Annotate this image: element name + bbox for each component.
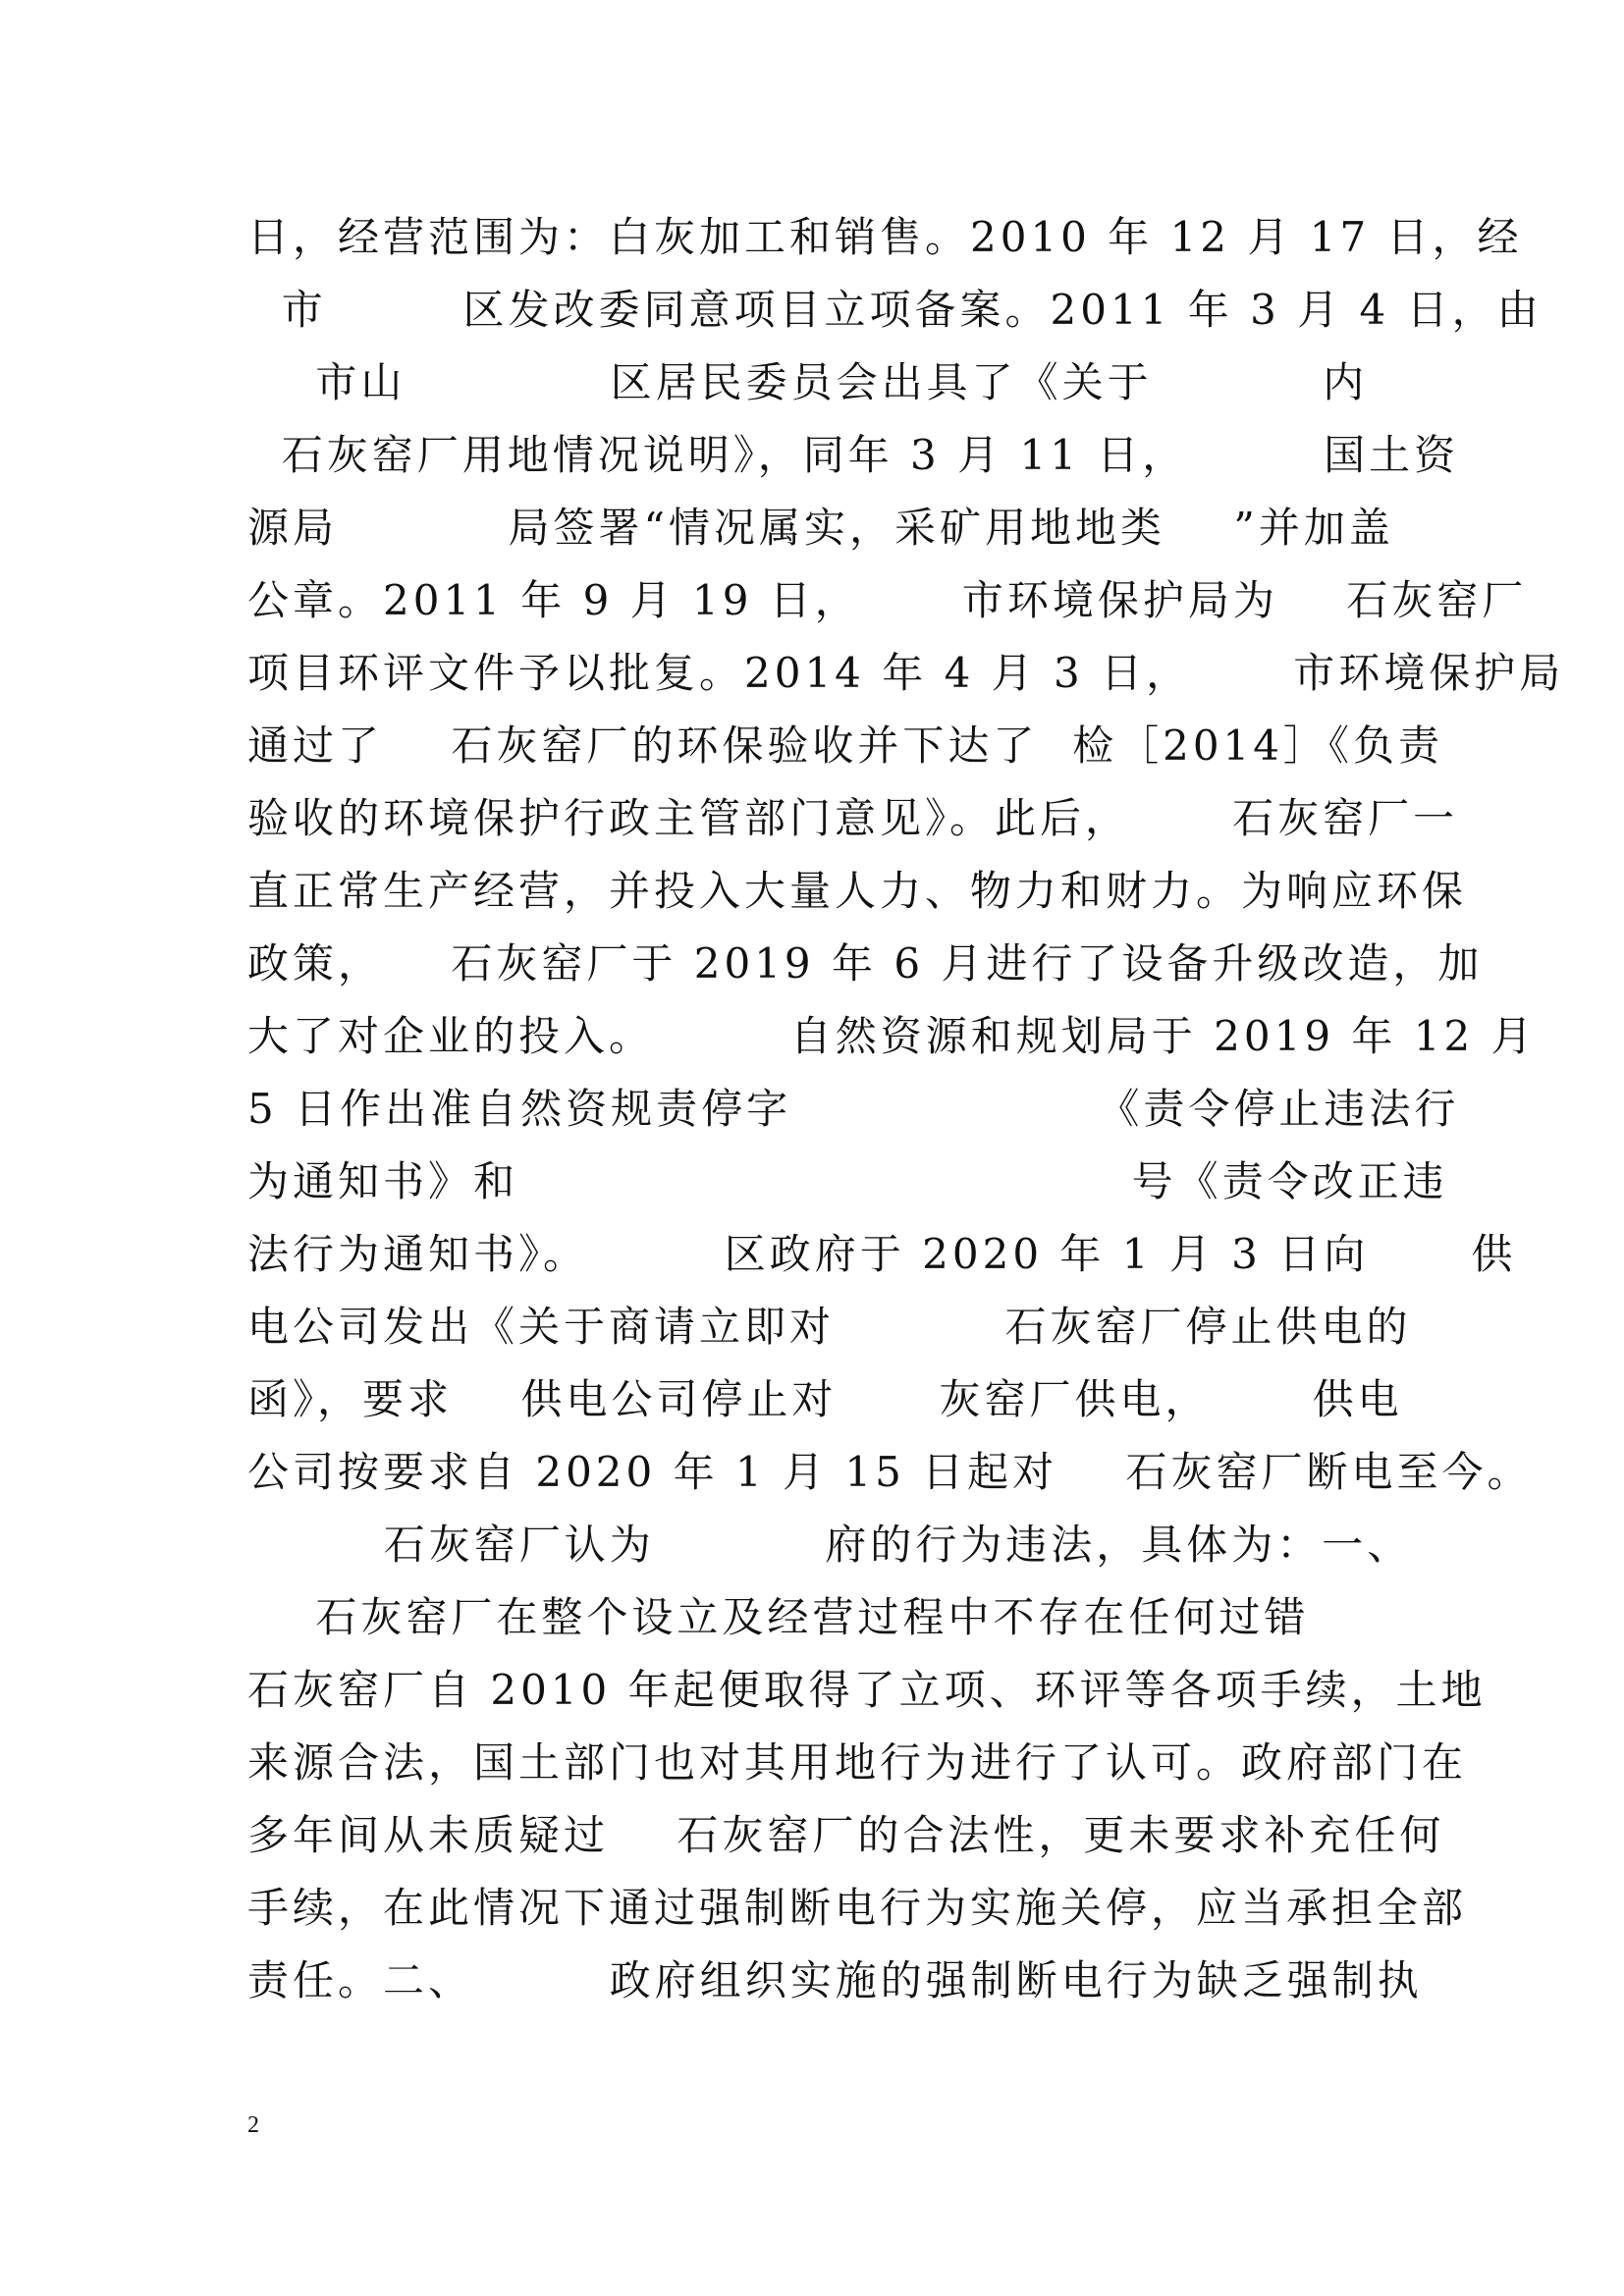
text-line: 法行为通知书》。 区政府于 2020 年 1 月 3 日向 供 bbox=[247, 1230, 1517, 1278]
text-line: 验收的环境保护行政主管部门意见》。此后， 石灰窑厂一 bbox=[247, 794, 1459, 842]
text-line: 公章。2011 年 9 月 19 日， 市环境保护局为 石灰窑厂 bbox=[247, 576, 1528, 624]
text-line: 来源合法，国土部门也对其用地行为进行了认可。政府部门在 bbox=[247, 1738, 1468, 1787]
text-line: 石灰窑厂自 2010 年起便取得了立项、环评等各项手续，土地 bbox=[247, 1666, 1487, 1714]
text-line: 公司按要求自 2020 年 1 月 15 日起对 石灰窑厂断电至今。 bbox=[247, 1448, 1533, 1496]
text-line: 为通知书》和 号《责令改正违 bbox=[247, 1157, 1448, 1205]
text-line: 市 区发改委同意项目立项备案。2011 年 3 月 4 日，由 bbox=[247, 286, 1543, 334]
text-line: 项目环评文件予以批复。2014 年 4 月 3 日， 市环境保护局 bbox=[247, 649, 1565, 697]
text-line: 手续，在此情况下通过强制断电行为实施关停，应当承担全部 bbox=[247, 1884, 1468, 1932]
text-line: 源局 局签署“情况属实，采矿用地地类 ”并加盖 bbox=[247, 504, 1394, 552]
text-line: 通过了 石灰窑厂的环保验收并下达了 检［2014］《负责 bbox=[247, 721, 1443, 770]
text-line: 石灰窑厂认为 府的行为违法，具体为：一、 bbox=[247, 1521, 1413, 1569]
text-line: 大了对企业的投入。 自然资源和规划局于 2019 年 12 月 bbox=[247, 1012, 1537, 1060]
text-line: 石灰窑厂用地情况说明》，同年 3 月 11 日， 国土资 bbox=[247, 431, 1460, 479]
text-line: 电公司发出《关于商请立即对 石灰窑厂停止供电的 bbox=[247, 1303, 1412, 1351]
text-line: 5 日作出准自然资规责停字 《责令停止违法行 bbox=[247, 1085, 1460, 1133]
text-line: 直正常生产经营，并投入大量人力、物力和财力。为响应环保 bbox=[247, 867, 1468, 915]
text-line: 市山 区居民委员会出具了《关于 内 bbox=[247, 358, 1369, 406]
page-number: 2 bbox=[247, 2112, 259, 2138]
text-line: 石灰窑厂在整个设立及经营过程中不存在任何过错 bbox=[247, 1593, 1310, 1641]
text-line: 政策， 石灰窑厂于 2019 年 6 月进行了设备升级改造，加 bbox=[247, 939, 1484, 988]
text-line: 函》，要求 供电公司停止对 灰窑厂供电， 供电 bbox=[247, 1375, 1403, 1423]
text-line: 责任。二、 政府组织实施的强制断电行为缺乏强制执 bbox=[247, 1956, 1423, 2004]
text-line: 日，经营范围为：白灰加工和销售。2010 年 12 月 17 日，经 bbox=[247, 213, 1523, 261]
text-line: 多年间从未质疑过 石灰窑厂的合法性，更未要求补充任何 bbox=[247, 1811, 1445, 1859]
